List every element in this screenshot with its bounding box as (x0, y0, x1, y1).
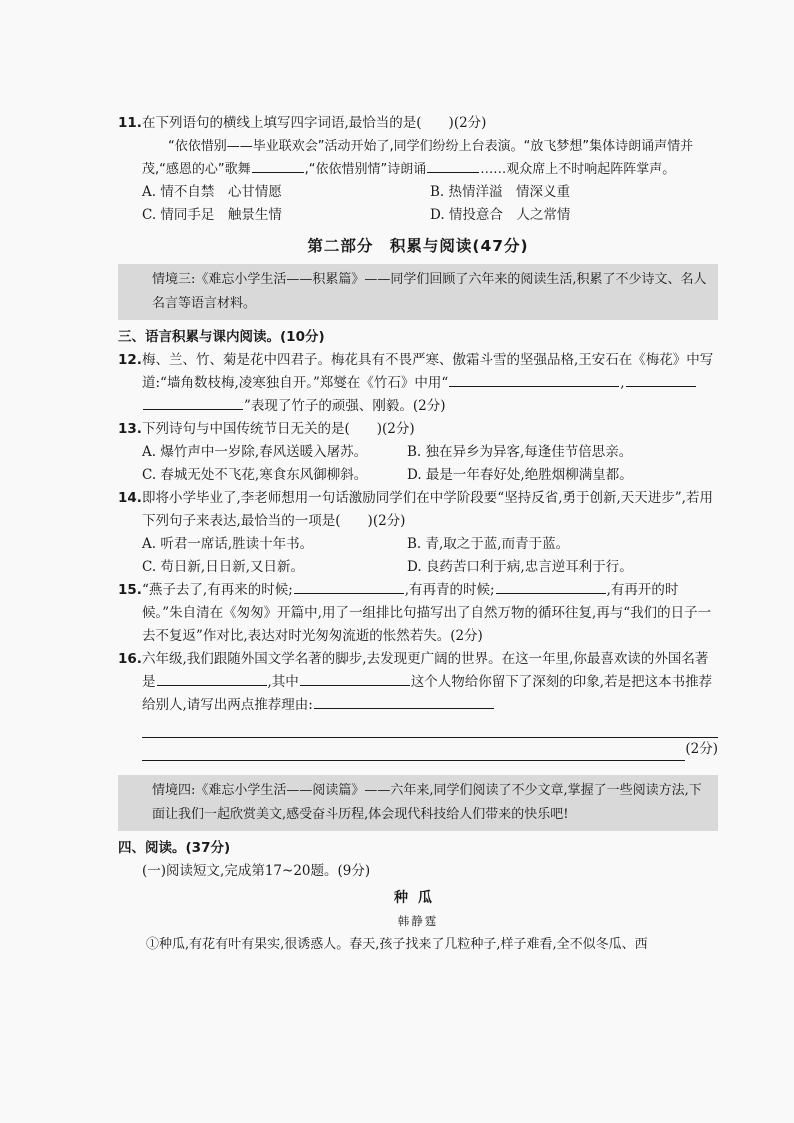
question-text: “燕子去了,有再来的时候; (142, 582, 293, 598)
option-b[interactable]: B. 热情洋溢 情深义重 (430, 184, 571, 200)
option-a[interactable]: A. 听君一席话,胜读十年书。 (142, 536, 314, 552)
answer-blank[interactable] (252, 158, 304, 173)
exam-content (118, 112, 718, 956)
question-13-options (118, 441, 718, 487)
question-number: 12. (118, 352, 142, 368)
answer-blank[interactable] (314, 694, 494, 709)
answer-blank[interactable] (143, 395, 243, 410)
question-text: 这个人物给你留下了深刻的印象,若是把这本书推荐给别人,请写出两点推荐理由: (142, 674, 713, 713)
section-heading: 四、阅读。(37分) (118, 840, 231, 856)
scenario-text: 情境四:《难忘小学生活——阅读篇》——六年来,同学们阅读了不少文章,掌握了一些阅读方法,下面让我们一起欣赏美文,感受奋斗历程,体会现代科技给人们带来的快乐吧! (152, 783, 702, 822)
answer-blank[interactable] (626, 372, 696, 387)
question-number: 15. (118, 582, 142, 598)
subsection-heading: (一)阅读短文,完成第17~20题。(9分) (142, 863, 371, 879)
answer-blank[interactable] (496, 579, 606, 594)
answer-blank[interactable] (294, 579, 404, 594)
question-11 (118, 112, 718, 135)
option-b[interactable]: B. 青,取之于蓝,而青于蓝。 (407, 536, 570, 552)
article-paragraph: ①种瓜,有花有叶有果实,很诱惑人。春天,孩子找来了几粒种子,样子难看,全不似冬瓜、西 (146, 937, 648, 952)
question-11-options (118, 181, 718, 227)
option-d[interactable]: D. 最是一年春好处,绝胜烟柳满皇都。 (407, 467, 633, 483)
question-12 (118, 349, 718, 418)
question-text: 梅、兰、竹、菊是花中四君子。梅花具有不畏严寒、傲霜斗雪的坚强品格,王安石在《梅花》中写道:“墙角数枝梅,凌寒独自开。”郑燮在《竹石》中用“ (142, 352, 714, 391)
article-title: 种瓜 (394, 890, 442, 906)
answer-blank[interactable] (449, 372, 619, 387)
question-number: 16. (118, 651, 142, 667)
option-a[interactable]: A. 爆竹声中一岁除,春风送暖入屠苏。 (142, 444, 368, 460)
answer-line[interactable] (142, 740, 685, 761)
answer-blank[interactable] (427, 158, 479, 173)
scenario-box (118, 775, 718, 831)
option-b[interactable]: B. 独在异乡为异客,每逢佳节倍思亲。 (407, 444, 633, 460)
section-heading: 三、语言积累与课内阅读。(10分) (118, 329, 325, 345)
score-label: (2分) (685, 741, 718, 757)
article-author: 韩静霆 (397, 914, 439, 928)
part-title: 第二部分 积累与阅读(47分) (307, 237, 529, 255)
question-number: 13. (118, 421, 142, 437)
question-text: ,其中 (267, 674, 299, 690)
question-stem: 即将小学毕业了,李老师想用一句话激励同学们在中学阶段要“坚持反省,勇于创新,天天进步”,若用下列句子来表达,最恰当的一项是( )(2分) (142, 490, 713, 529)
answer-blank[interactable] (300, 671, 410, 686)
option-d[interactable]: D. 良药苦口利于病,忠言逆耳利于行。 (407, 559, 633, 575)
question-14-options (118, 533, 718, 579)
question-15 (118, 579, 718, 648)
question-text: ”表现了竹子的顽强、刚毅。(2分) (244, 398, 446, 414)
option-c[interactable]: C. 苟日新,日日新,又日新。 (142, 559, 305, 575)
answer-blank[interactable] (157, 671, 267, 686)
question-text: ,有再开的时候。”朱自清在《匆匆》开篇中,用了一组排比句描写出了自然万物的循环往复,再与“我们的日子一去不复返”作对比,表达对时光匆匆流逝的怅然若失。(2分) (142, 582, 712, 644)
option-c[interactable]: C. 情同手足 触景生情 (142, 207, 282, 223)
question-stem: 下列诗句与中国传统节日无关的是( )(2分) (142, 421, 415, 437)
passage-text: ……观众席上不时响起阵阵掌声。 (480, 162, 676, 177)
question-text: ,有再青的时候; (404, 582, 495, 598)
passage-text: “依依惜别——毕业联欢会”活动开始了,同学们纷纷上台表演。“放飞梦想”集体诗朗诵声情并茂,“感恩的心”歌舞 (142, 139, 694, 177)
passage-text: ,“依依惜别情”诗朗诵 (304, 162, 427, 177)
question-text: 六年级,我们跟随外国文学名著的脚步,去发现更广阔的世界。在这一年里,你最喜欢读的外国名著是 (142, 651, 709, 690)
option-c[interactable]: C. 春城无处不飞花,寒食东风御柳斜。 (142, 467, 368, 483)
scenario-box (118, 264, 718, 320)
question-number: 11. (118, 115, 142, 131)
question-16 (118, 648, 718, 717)
question-14 (118, 487, 718, 533)
answer-line[interactable] (142, 717, 718, 738)
answer-line-last (142, 738, 718, 761)
scenario-text: 情境三:《难忘小学生活——积累篇》——同学们回顾了六年来的阅读生活,积累了不少诗文、名人名言等语言材料。 (152, 272, 707, 311)
question-stem: 在下列语句的横线上填写四字词语,最恰当的是( )(2分) (142, 115, 487, 131)
question-11-passage (118, 135, 718, 181)
option-a[interactable]: A. 情不自禁 心甘情愿 (142, 184, 282, 200)
question-13 (118, 418, 718, 441)
option-d[interactable]: D. 情投意合 人之常情 (430, 207, 571, 223)
question-text: , (620, 375, 625, 391)
question-number: 14. (118, 490, 142, 506)
